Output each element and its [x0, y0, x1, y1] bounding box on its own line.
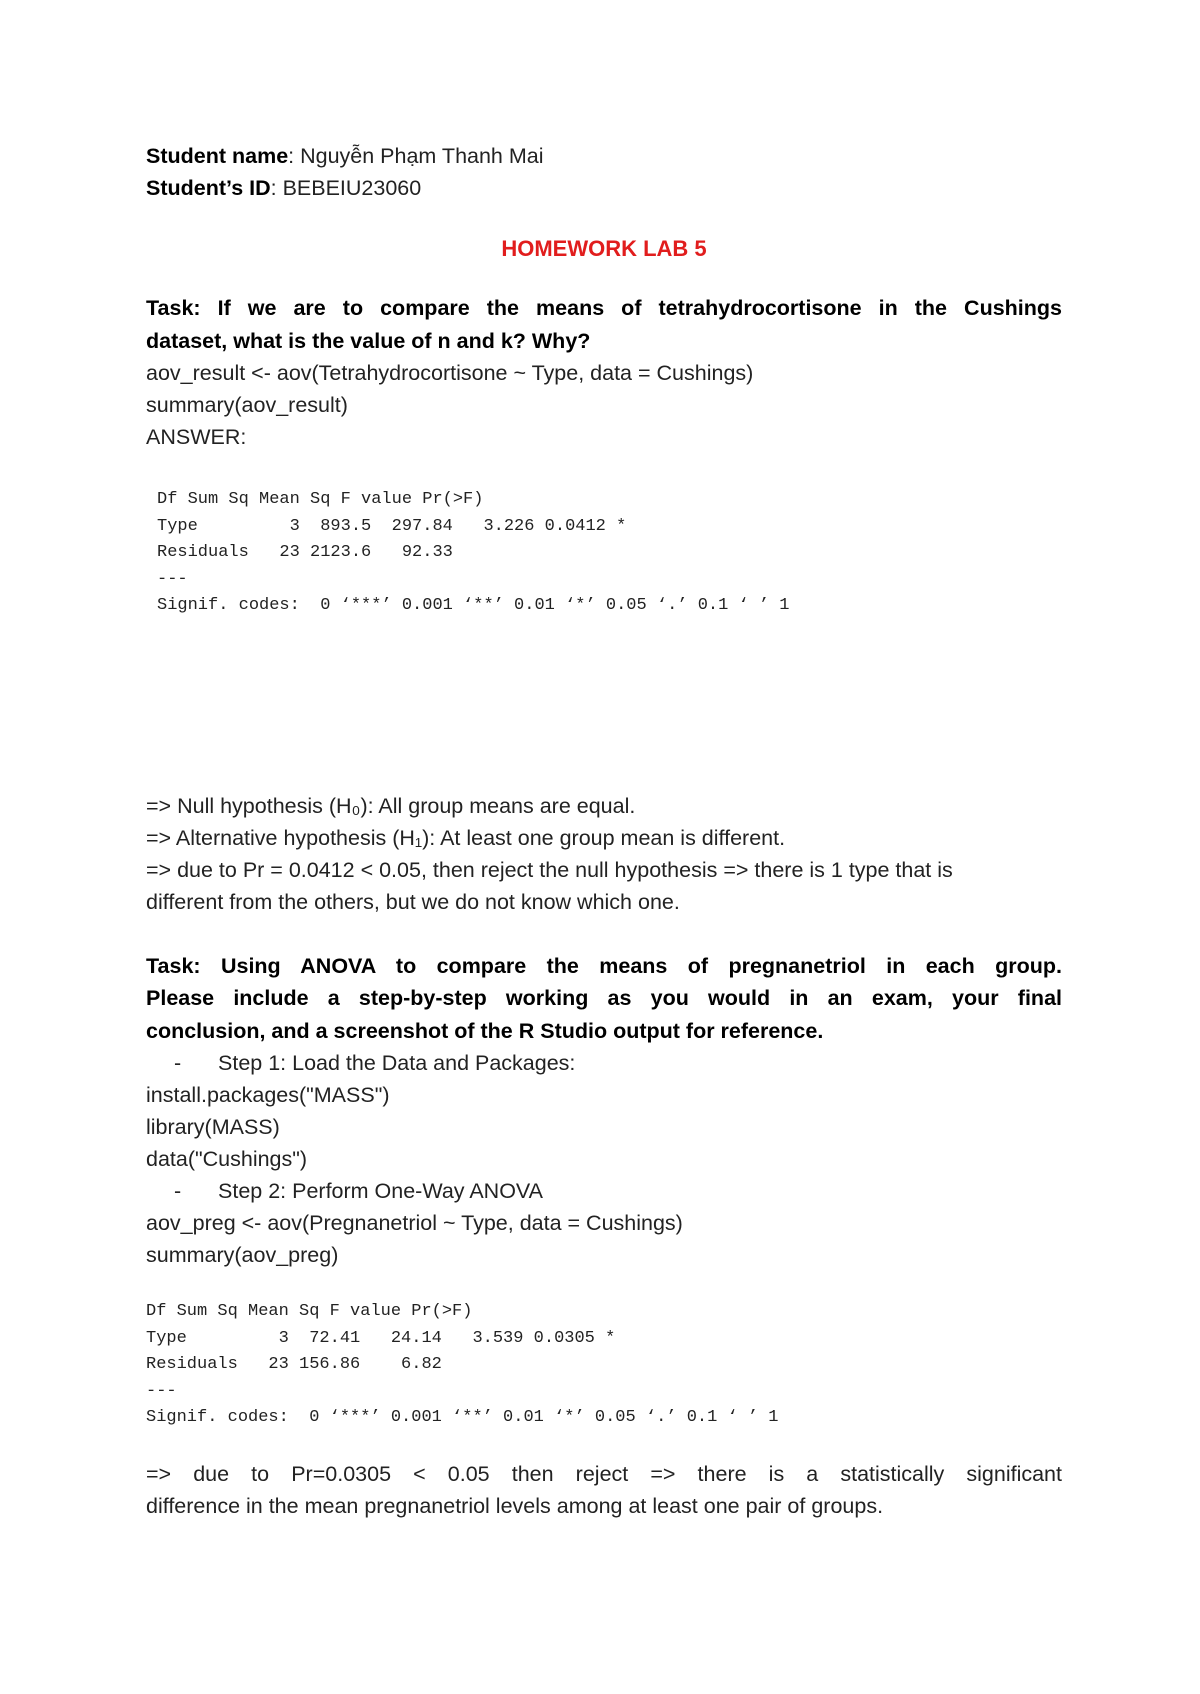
bullet-dash: -	[174, 1051, 182, 1075]
student-id-label: Student’s ID	[146, 176, 271, 200]
student-name-line	[146, 140, 1062, 172]
output-line: Residuals 23 156.86 6.82	[146, 1355, 442, 1374]
conclusion-line: difference in the mean pregnanetriol levels among at least one pair of groups.	[146, 1493, 884, 1518]
output-line: Type 3 893.5 297.84 3.226 0.0412 *	[157, 516, 627, 536]
task1-code-line: summary(aov_result)	[146, 393, 348, 417]
task1-question-line: Task: If we are to compare the means of tetrahydrocortisone in the Cushings	[146, 296, 1062, 320]
blank-space	[146, 1432, 1062, 1458]
blank-space	[146, 620, 1062, 790]
task1-r-output	[146, 487, 1062, 620]
output-line: Signif. codes: 0 ‘***’ 0.001 ‘**’ 0.01 ‘*’ 0.05 ‘.’ 0.1 ‘ ’ 1	[146, 1408, 779, 1427]
step2-code-line: summary(aov_preg)	[146, 1243, 339, 1267]
step2-code-line: aov_preg <- aov(Pregnanetriol ~ Type, data = Cushings)	[146, 1211, 683, 1235]
task2-r-output	[146, 1299, 1062, 1432]
document-page	[146, 140, 1062, 1522]
task1-code-line: aov_result <- aov(Tetrahydrocortisone ~ Type, data = Cushings)	[146, 361, 754, 385]
task1-answer-label: ANSWER:	[146, 425, 247, 449]
conclusion-line: => Alternative hypothesis (H₁): At least one group mean is different.	[146, 825, 786, 850]
task1-question-line: dataset, what is the value of n and k? Why?	[146, 328, 591, 353]
task2-question-line: Please include a step-by-step working as you would in an exam, your final	[146, 986, 1062, 1010]
step1-bullet	[146, 1047, 1062, 1079]
bullet-dash: -	[174, 1179, 182, 1203]
output-line: ---	[146, 1381, 177, 1401]
student-name-value: : Nguyễn Phạm Thanh Mai	[288, 144, 544, 168]
conclusion-line: => Null hypothesis (H₀): All group means are equal.	[146, 793, 636, 818]
step1-code-line: library(MASS)	[146, 1115, 280, 1139]
task2-question-line: Task: Using ANOVA to compare the means of pregnanetriol in each group.	[146, 953, 1062, 978]
step2-label: Step 2: Perform One-Way ANOVA	[218, 1179, 543, 1203]
task2-conclusion	[146, 1458, 1062, 1522]
step1-label: Step 1: Load the Data and Packages:	[218, 1051, 576, 1075]
step2-bullet	[146, 1175, 1062, 1207]
student-name-label: Student name	[146, 144, 289, 168]
conclusion-line: => due to Pr = 0.0412 < 0.05, then reject the null hypothesis => there is 1 type that is	[146, 857, 953, 882]
conclusion-line: different from the others, but we do not know which one.	[146, 889, 680, 914]
step1-code-line: install.packages("MASS")	[146, 1083, 390, 1107]
step1-code-line: data("Cushings")	[146, 1147, 308, 1171]
student-id-line	[146, 172, 1062, 204]
output-line: Type 3 72.41 24.14 3.539 0.0305 *	[146, 1328, 616, 1348]
task1-conclusion	[146, 790, 1062, 918]
student-id-value: : BEBEIU23060	[270, 176, 422, 200]
output-line: ---	[157, 569, 188, 589]
task2-question-line: conclusion, and a screenshot of the R Studio output for reference.	[146, 1018, 824, 1043]
blank-space	[146, 918, 1062, 950]
page-title: HOMEWORK LAB 5	[501, 236, 707, 261]
output-line: Df Sum Sq Mean Sq F value Pr(>F)	[146, 1302, 473, 1321]
conclusion-line: => due to Pr=0.0305 < 0.05 then reject => there is a statistically significant	[146, 1461, 1062, 1486]
output-line: Residuals 23 2123.6 92.33	[157, 543, 453, 562]
task2-question	[146, 950, 1062, 1048]
output-line: Df Sum Sq Mean Sq F value Pr(>F)	[157, 490, 484, 509]
output-line: Signif. codes: 0 ‘***’ 0.001 ‘**’ 0.01 ‘*’ 0.05 ‘.’ 0.1 ‘ ’ 1	[157, 596, 790, 615]
task1-question	[146, 292, 1062, 357]
